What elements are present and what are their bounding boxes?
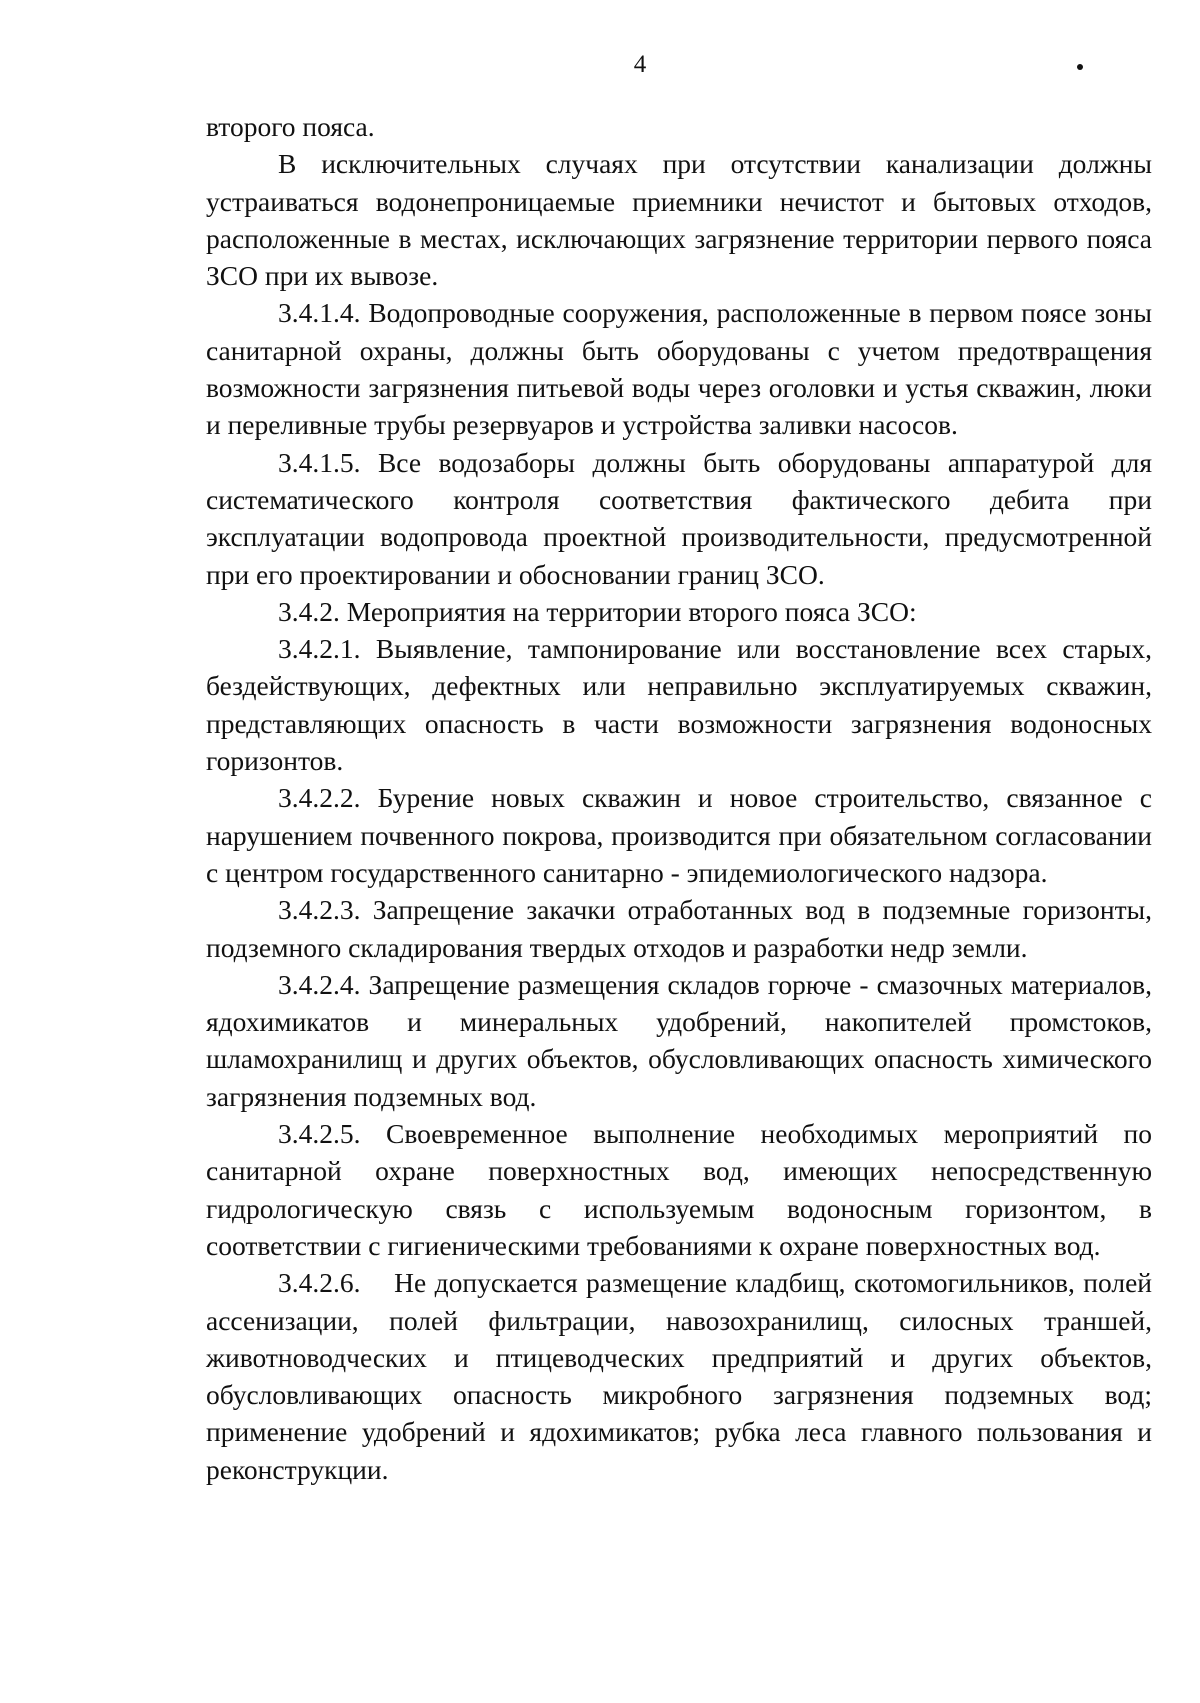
paragraph: второго пояса. xyxy=(206,111,375,142)
paragraph: 3.4.2.4. Запрещение размещения складов горюче - смазочных материалов, ядохимикатов и минеральных удобрений, накопителей промстоков, шламохранилищ и других объектов, обусловливающих опасность химического загрязнения подземных вод. xyxy=(206,968,1152,1112)
paragraph: 3.4.2.5. Своевременное выполнение необходимых мероприятий по санитарной охране поверхностных вод, имеющих непосредственную гидрологическую связь с используемым водоносным горизонтом, в соответствии с гигиеническими требованиями к охране поверхностных вод. xyxy=(206,1118,1152,1261)
page-number: 4 xyxy=(633,51,647,78)
paragraph: 3.4.2.3. Запрещение закачки отработанных вод в подземные горизонты, подземного складирования твердых отходов и разработки недр земли. xyxy=(206,894,1152,963)
paragraph: 3.4.2.1. Выявление, тампонирование или восстановление всех старых, бездействующих, дефектных или неправильно эксплуатируемых скважин, представляющих опасность в части возможности загрязнения водоносных горизонтов. xyxy=(206,633,1152,777)
paragraph: 3.4.2.2. Бурение новых скважин и новое строительство, связанное с нарушением почвенного покрова, производится при обязательном согласовании с центром государственного санитарно - эпидемиологического надзора. xyxy=(206,782,1152,888)
paragraph: В исключительных случаях при отсутствии канализации должны устраиваться водонепроницаемые приемники нечистот и бытовых отходов, расположенные в местах, исключающих загрязнение территории первого пояса ЗСО при их вывозе. xyxy=(206,148,1152,292)
paragraph: 3.4.1.5. Все водозаборы должны быть оборудованы аппаратурой для систематического контроля соответствия фактического дебита при эксплуатации водопровода проектной производительности, предусмотренной при его проектировании и обосновании границ ЗСО. xyxy=(206,446,1152,590)
paragraph: 3.4.2.6. Не допускается размещение кладбищ, скотомогильников, полей ассенизации, полей фильтрации, навозохранилищ, силосных траншей, животноводческих и птицеводческих предприятий и других объектов, обусловливающих опасность микробного загрязнения подземных вод; применение удобрений и ядохимикатов; рубка леса главного пользования и реконструкции. xyxy=(206,1267,1159,1485)
paragraph: 3.4.2. Мероприятия на территории второго пояса ЗСО: xyxy=(278,595,917,627)
paragraph: 3.4.1.4. Водопроводные сооружения, расположенные в первом поясе зоны санитарной охраны, должны быть оборудованы с учетом предотвращения возможности загрязнения питьевой воды через оголовки и устья скважин, люки и переливные трубы резервуаров и устройства заливки насосов. xyxy=(206,297,1152,441)
body-text xyxy=(206,108,1159,1488)
scan-mark xyxy=(1077,64,1083,70)
